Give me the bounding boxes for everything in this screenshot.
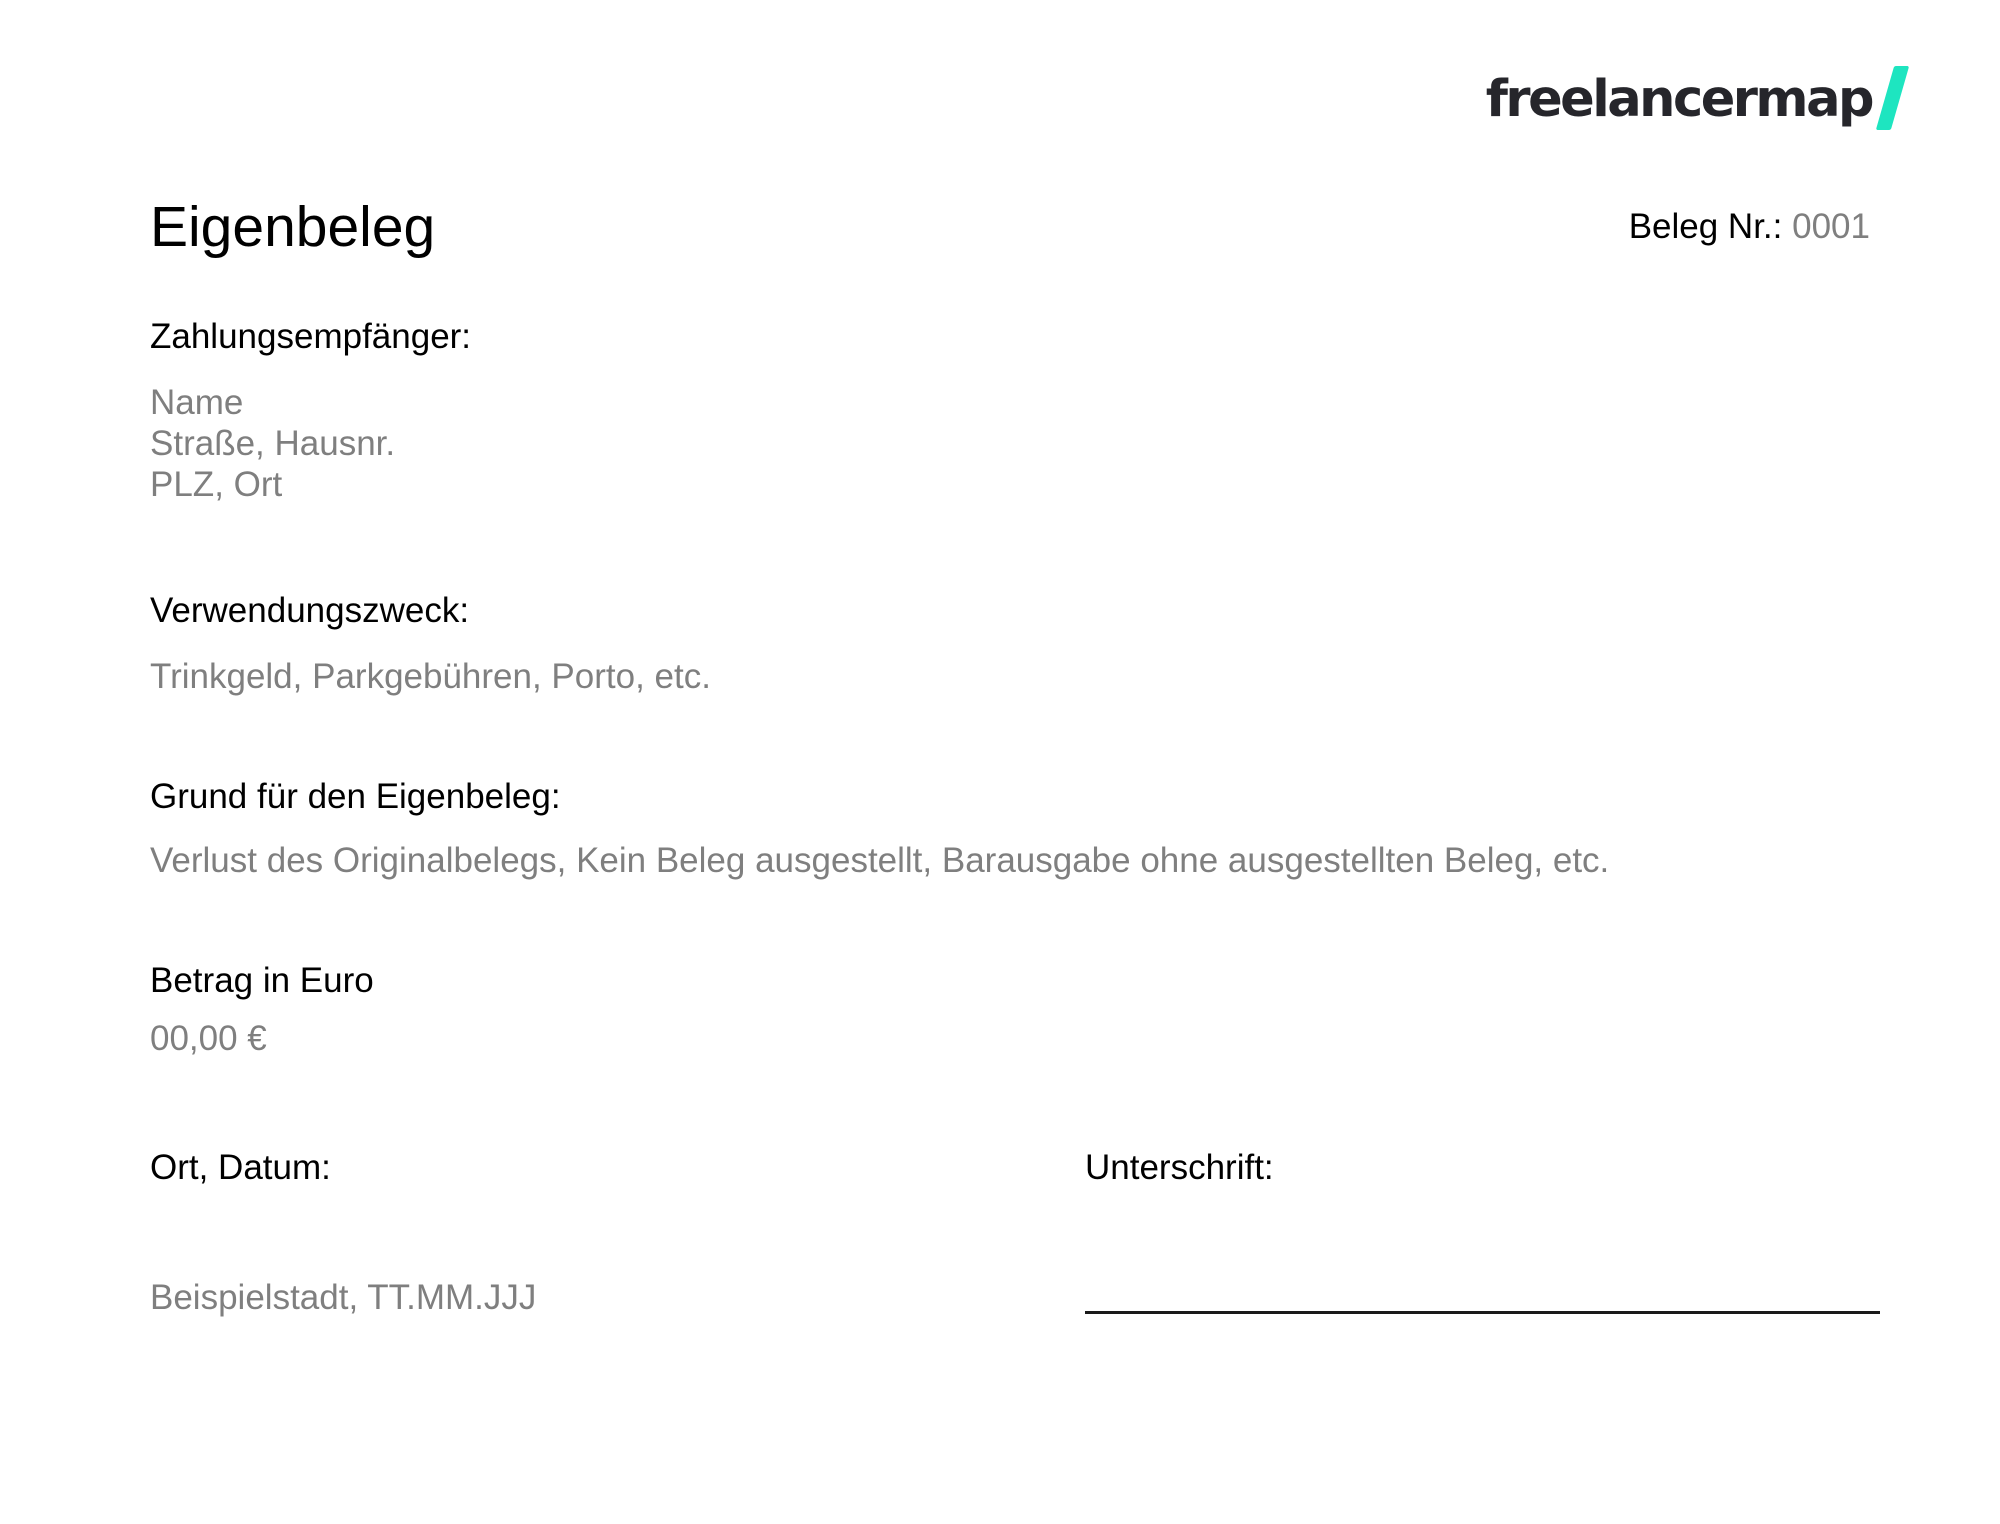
signature-label: Unterschrift: bbox=[1085, 1148, 1274, 1187]
amount-label: Betrag in Euro bbox=[150, 961, 374, 1000]
payee-label: Zahlungsempfänger: bbox=[150, 317, 472, 356]
page-title: Eigenbeleg bbox=[150, 195, 436, 259]
signature-line bbox=[1085, 1311, 1880, 1314]
logo-wordmark: freelancermap bbox=[1485, 69, 1872, 129]
place-date-label: Ort, Datum: bbox=[150, 1148, 331, 1187]
purpose-label: Verwendungszweck: bbox=[150, 591, 470, 630]
brand-slash-icon bbox=[1876, 66, 1909, 130]
receipt-number-label: Beleg Nr.: bbox=[1628, 207, 1783, 246]
payee-name-placeholder: Name bbox=[150, 383, 244, 422]
purpose-placeholder: Trinkgeld, Parkgebühren, Porto, etc. bbox=[150, 657, 711, 696]
payee-street-placeholder: Straße, Hausnr. bbox=[150, 424, 396, 463]
receipt-number-value: 0001 bbox=[1792, 207, 1870, 246]
reason-label: Grund für den Eigenbeleg: bbox=[150, 777, 561, 816]
freelancermap-logo bbox=[1486, 68, 1900, 130]
reason-placeholder: Verlust des Originalbelegs, Kein Beleg ausgestellt, Barausgabe ohne ausgestellten Beleg, etc. bbox=[150, 841, 1610, 880]
receipt-number bbox=[1629, 207, 1870, 247]
payee-placeholder-block bbox=[150, 382, 395, 505]
payee-city-placeholder: PLZ, Ort bbox=[150, 465, 283, 504]
amount-placeholder: 00,00 € bbox=[150, 1019, 267, 1058]
place-date-placeholder: Beispielstadt, TT.MM.JJJ bbox=[150, 1278, 537, 1317]
